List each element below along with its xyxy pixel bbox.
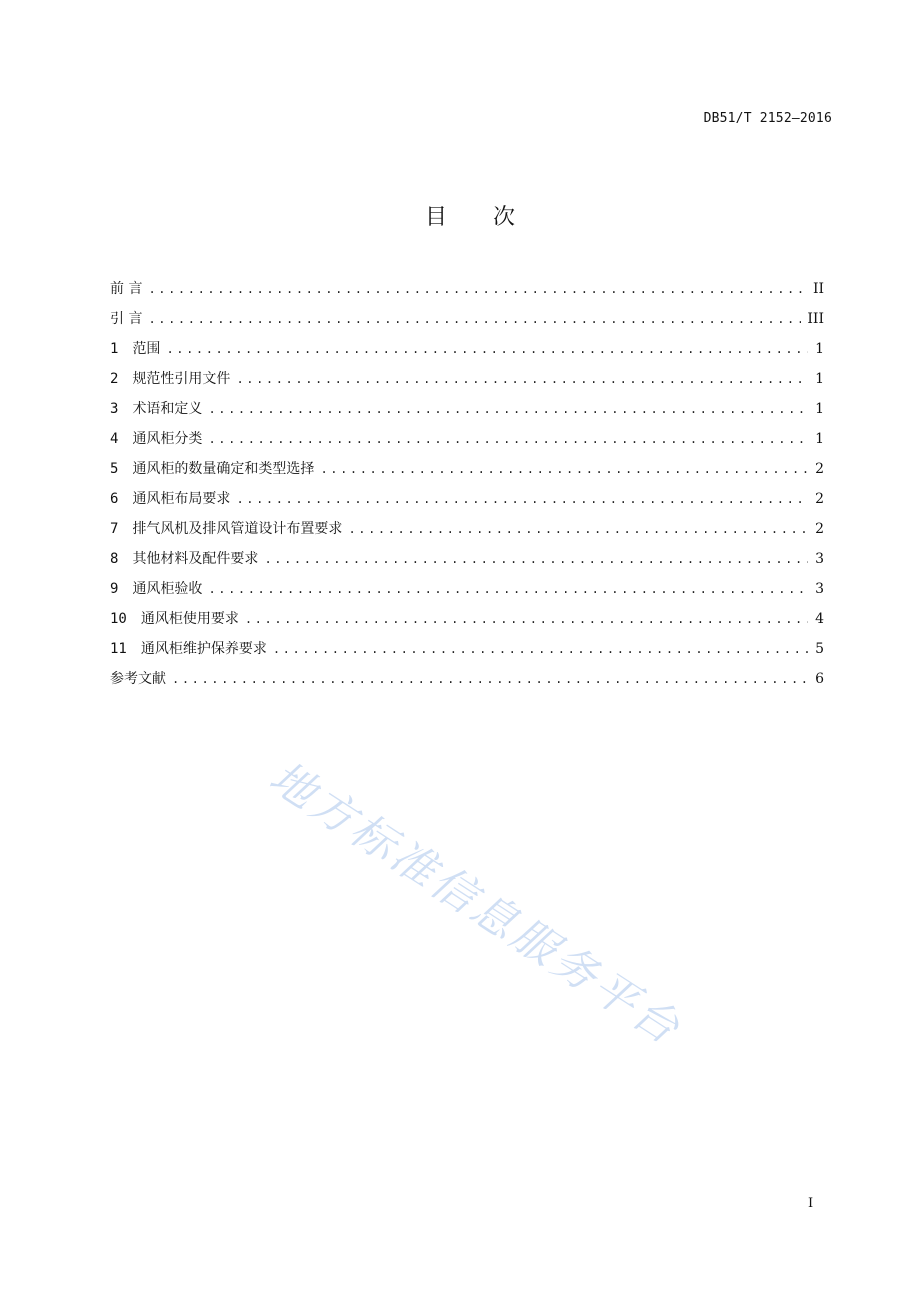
- toc-leader-dots: [208, 398, 808, 420]
- toc-entry-label: 范围: [132, 341, 161, 357]
- toc-entry-number: 9: [110, 581, 119, 597]
- toc-entry[interactable]: [110, 368, 824, 398]
- toc-entry-page: 4: [815, 611, 824, 627]
- toc-entry-page: 6: [815, 671, 824, 687]
- toc-entry-number: 10: [110, 611, 127, 627]
- toc-leader-dots: [245, 608, 808, 630]
- toc-entry-page: 2: [815, 461, 824, 477]
- toc-entry-label: 通风柜的数量确定和类型选择: [132, 461, 315, 477]
- toc-leader-dots: [264, 548, 808, 570]
- toc-entry-label: 前 言: [110, 281, 143, 297]
- toc-entry[interactable]: [110, 488, 824, 518]
- toc-leader-dots: [172, 668, 808, 690]
- toc-leader-dots: [236, 368, 808, 390]
- toc-entry-label: 其他材料及配件要求: [132, 551, 259, 567]
- toc-entry-label: 排气风机及排风管道设计布置要求: [132, 521, 343, 537]
- toc-entry[interactable]: [110, 398, 824, 428]
- toc-entry-page: 2: [815, 491, 824, 507]
- toc-entry-page: 1: [815, 341, 824, 357]
- toc-entry-page: 5: [815, 641, 824, 657]
- toc-entry-page: 3: [815, 551, 824, 567]
- toc-entry[interactable]: [110, 608, 824, 638]
- toc-entry-number: 2: [110, 371, 119, 387]
- toc-leader-dots: [320, 458, 808, 480]
- toc-entry[interactable]: [110, 308, 824, 338]
- toc-title: 目次: [424, 205, 561, 230]
- toc-entry-label: 通风柜维护保养要求: [140, 641, 267, 657]
- toc-entry[interactable]: [110, 428, 824, 458]
- toc-entry-number: 11: [110, 641, 127, 657]
- toc-entry[interactable]: [110, 578, 824, 608]
- toc-entry[interactable]: [110, 668, 824, 698]
- toc-entry-label: 规范性引用文件: [132, 371, 231, 387]
- toc-entry[interactable]: [110, 278, 824, 308]
- toc-entry-page: II: [812, 281, 824, 297]
- toc-leader-dots: [236, 488, 808, 510]
- document-code: DB51/T 2152—2016: [703, 111, 832, 126]
- toc-leader-dots: [166, 338, 808, 360]
- toc-entry-page: 1: [815, 401, 824, 417]
- toc-entry-number: 7: [110, 521, 119, 537]
- toc-entry-number: 1: [110, 341, 119, 357]
- toc-entry-label: 术语和定义: [132, 401, 203, 417]
- toc-entry-number: 6: [110, 491, 119, 507]
- toc-entry-page: 3: [815, 581, 824, 597]
- toc-entry[interactable]: [110, 548, 824, 578]
- toc-leader-dots: [148, 308, 801, 330]
- toc-entry-label: 通风柜验收: [132, 581, 203, 597]
- toc-entry-number: 4: [110, 431, 119, 447]
- toc-entry-page: 1: [815, 371, 824, 387]
- toc-entry-number: 8: [110, 551, 119, 567]
- toc-entry-label: 通风柜布局要求: [132, 491, 231, 507]
- toc-entry-label: 参考文献: [110, 671, 166, 687]
- toc-entry[interactable]: [110, 458, 824, 488]
- toc-leader-dots: [273, 638, 808, 660]
- toc-entry-label: 通风柜使用要求: [140, 611, 239, 627]
- toc-entry-page: 1: [815, 431, 824, 447]
- toc-leader-dots: [208, 578, 808, 600]
- toc-entry-page: 2: [815, 521, 824, 537]
- toc-entry-page: III: [807, 311, 824, 327]
- toc-entry[interactable]: [110, 638, 824, 668]
- watermark: 地方标准信息服务平台: [260, 751, 691, 1056]
- table-of-contents: [110, 278, 824, 698]
- toc-entry[interactable]: [110, 338, 824, 368]
- toc-entry-number: 5: [110, 461, 119, 477]
- toc-entry-label: 通风柜分类: [132, 431, 203, 447]
- toc-entry[interactable]: [110, 518, 824, 548]
- toc-leader-dots: [148, 278, 806, 300]
- toc-leader-dots: [208, 428, 808, 450]
- toc-leader-dots: [348, 518, 808, 540]
- toc-entry-number: 3: [110, 401, 119, 417]
- toc-entry-label: 引 言: [110, 311, 143, 327]
- page-number: I: [808, 1196, 814, 1211]
